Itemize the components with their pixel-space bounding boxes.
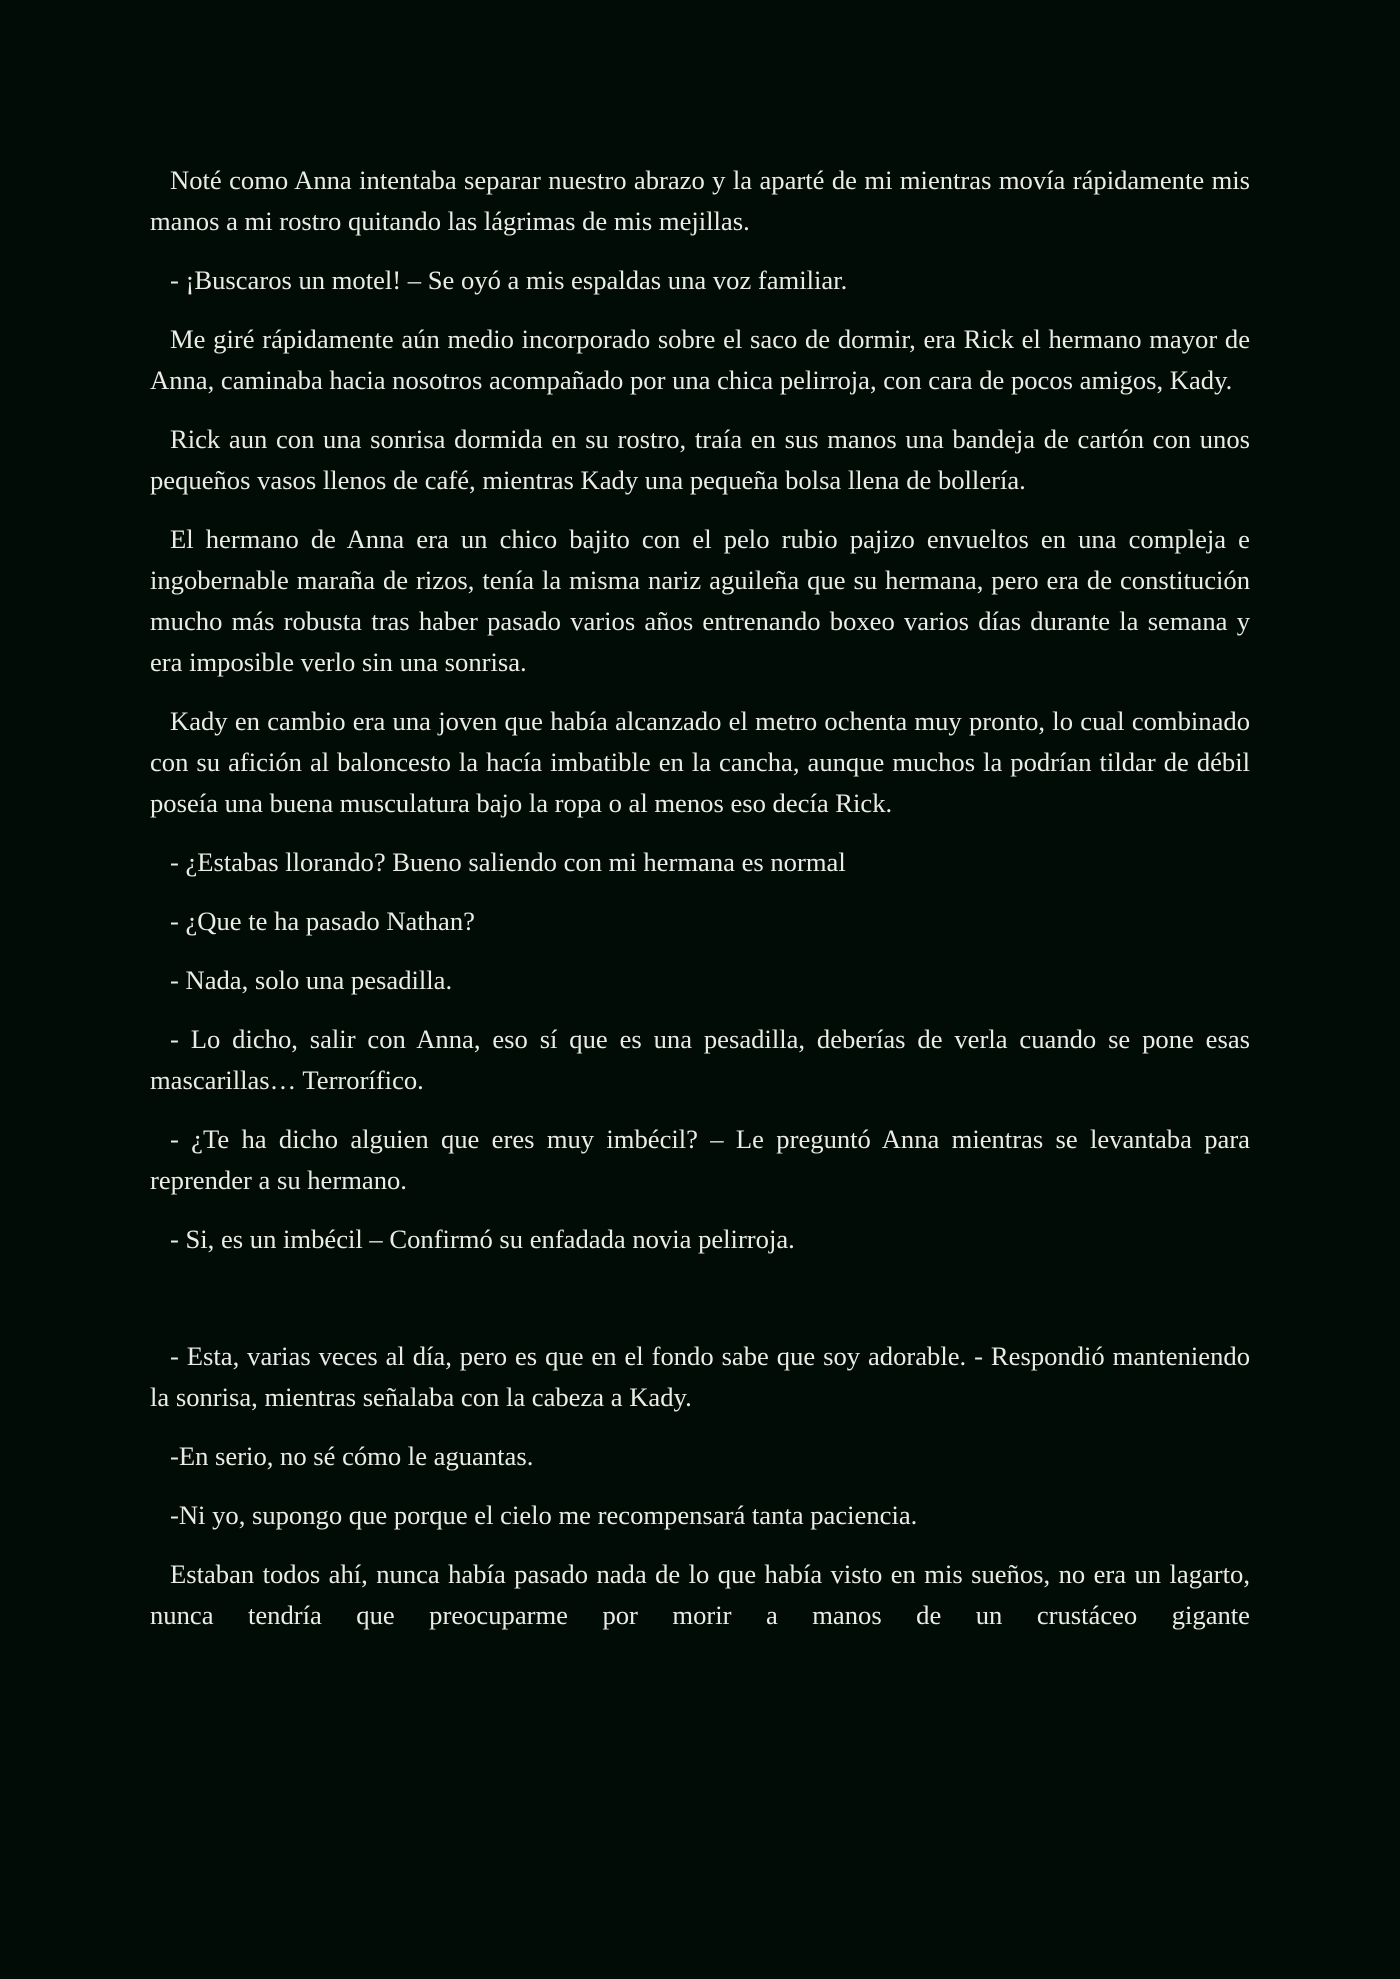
- paragraph-12: - Si, es un imbécil – Confirmó su enfadada novia pelirroja.: [170, 1224, 795, 1254]
- paragraph-14: -En serio, no sé cómo le aguantas.: [170, 1441, 534, 1471]
- paragraph-4: Rick aun con una sonrisa dormida en su rostro, traía en sus manos una bandeja de cartón con unos pequeños vasos llenos de café, mientras Kady una pequeña bolsa llena de bollería.: [150, 424, 1250, 495]
- section-gap: [150, 1278, 1250, 1336]
- paragraph-13: - Esta, varias veces al día, pero es que en el fondo sabe que soy adorable. - Respondió manteniendo la sonrisa, mientras señalaba con la cabeza a Kady.: [150, 1341, 1250, 1412]
- paragraph-1: Noté como Anna intentaba separar nuestro abrazo y la aparté de mi mientras movía rápidamente mis manos a mi rostro quitando las lágrimas de mis mejillas.: [150, 165, 1250, 236]
- paragraph-16: Estaban todos ahí, nunca había pasado nada de lo que había visto en mis sueños, no era un lagarto, nunca tendría que preocuparme por morir a manos de un crustáceo gigante: [150, 1559, 1250, 1630]
- paragraph-3: Me giré rápidamente aún medio incorporado sobre el saco de dormir, era Rick el hermano mayor de Anna, caminaba hacia nosotros acompañado por una chica pelirroja, con cara de pocos amigos, Kady.: [150, 324, 1250, 395]
- paragraph-2: - ¡Buscaros un motel! – Se oyó a mis espaldas una voz familiar.: [170, 265, 848, 295]
- book-text: [150, 160, 1250, 1654]
- paragraph-5: El hermano de Anna era un chico bajito con el pelo rubio pajizo envueltos en una compleja e ingobernable maraña de rizos, tenía la misma nariz aguileña que su hermana, pero era de constitución mucho más robusta tras haber pasado varios años entrenando boxeo varios días durante la semana y era imposible verlo sin una sonrisa.: [150, 524, 1250, 677]
- paragraph-7: - ¿Estabas llorando? Bueno saliendo con mi hermana es normal: [170, 847, 846, 877]
- paragraph-8: - ¿Que te ha pasado Nathan?: [170, 906, 475, 936]
- paragraph-9: - Nada, solo una pesadilla.: [170, 965, 453, 995]
- paragraph-11: - ¿Te ha dicho alguien que eres muy imbécil? – Le preguntó Anna mientras se levantaba para reprender a su hermano.: [150, 1124, 1250, 1195]
- paragraph-15: -Ni yo, supongo que porque el cielo me recompensará tanta paciencia.: [170, 1500, 918, 1530]
- paragraph-6: Kady en cambio era una joven que había alcanzado el metro ochenta muy pronto, lo cual combinado con su afición al baloncesto la hacía imbatible en la cancha, aunque muchos la podrían tildar de débil poseía una buena musculatura bajo la ropa o al menos eso decía Rick.: [150, 706, 1250, 818]
- paragraph-10: - Lo dicho, salir con Anna, eso sí que es una pesadilla, deberías de verla cuando se pone esas mascarillas… Terrorífico.: [150, 1024, 1250, 1095]
